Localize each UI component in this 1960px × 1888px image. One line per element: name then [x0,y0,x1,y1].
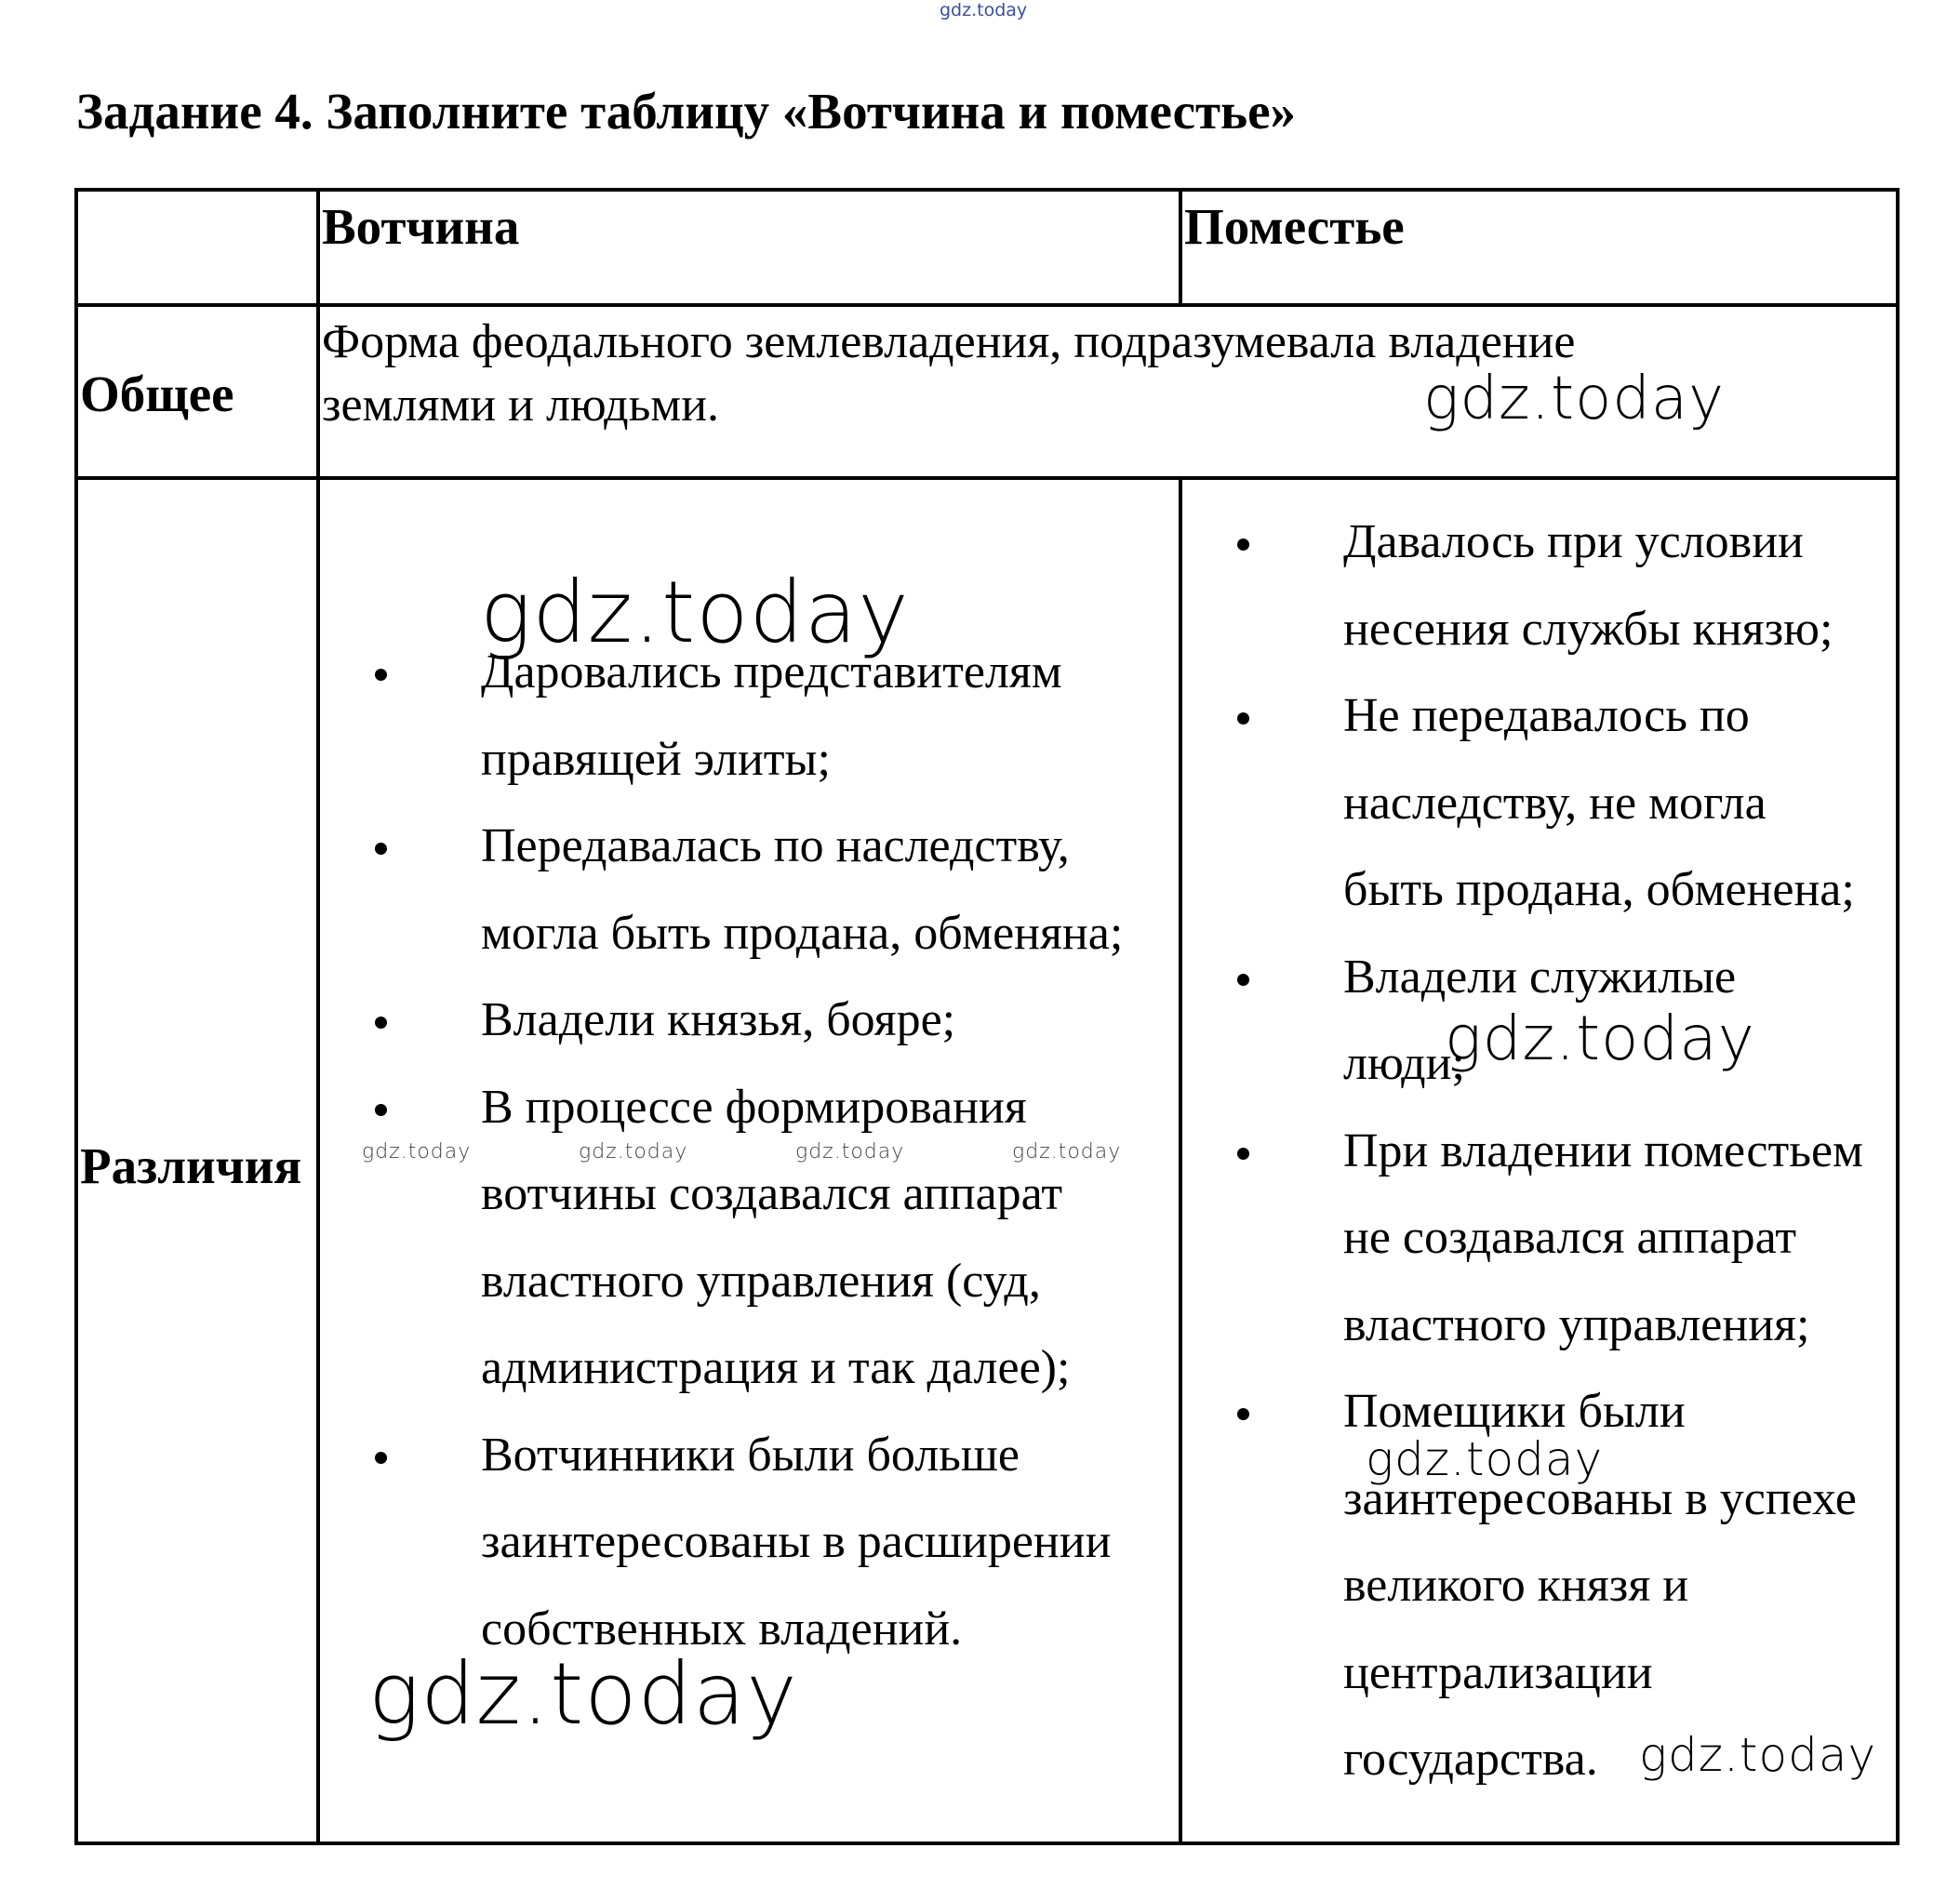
list-item: Давалось при условии несения службы князю; [1221,499,1863,672]
list-item: Даровались представителям правящей элиты; [359,629,1123,803]
header-votchina: Вотчина [322,198,520,255]
pomestye-differences-list [1221,499,1863,1803]
list-item: Не передавалось по наследству, не могла быть продана, обменена; [1221,672,1863,934]
list-item: Владели служилые люди; [1221,934,1863,1108]
list-item: При владении поместьем не создавался аппарат властного управления; [1221,1108,1863,1369]
column-divider-1 [316,192,320,1845]
list-item: Вотчинники были больше заинтересованы в расширении собственных владений. [359,1412,1123,1673]
row-label-differences: Различия [80,1137,302,1194]
watermark: gdz.today [362,1140,472,1163]
row-label-common: Общее [80,366,234,422]
votchina-differences-list [359,629,1123,1672]
watermark: gdz.today [579,1140,688,1163]
list-item: Помещики были заинтересованы в успехе великого князя и централизации государства. [1221,1368,1863,1803]
list-item: Владели князья, бояре; [359,977,1123,1064]
column-divider-2b [1179,480,1182,1845]
watermark: gdz.today [1423,365,1725,433]
top-watermark: gdz.today [940,0,1028,20]
column-divider-2 [1179,192,1182,307]
watermark: gdz.today [1366,1432,1604,1486]
watermark: gdz.today [1012,1140,1122,1163]
watermark: gdz.today [1639,1728,1877,1782]
list-item: В процессе формирования вотчины создавался аппарат властного управления (суд, администрация и так далее); [359,1064,1123,1412]
page-title: Задание 4. Заполните таблицу «Вотчина и поместье» [76,83,1297,140]
row-divider-2 [78,476,1900,480]
list-item: Передавалась по наследству, могла быть продана, обменяна; [359,803,1123,977]
common-text: Форма феодального землевладения, подразумевала владение землями и людьми. [322,315,1576,432]
watermark: gdz.today [480,563,910,662]
row-divider-1 [78,303,1900,307]
watermark: gdz.today [368,1644,798,1744]
watermark: gdz.today [1445,1003,1755,1074]
header-pomestye: Поместье [1184,198,1405,255]
watermark: gdz.today [795,1140,905,1163]
